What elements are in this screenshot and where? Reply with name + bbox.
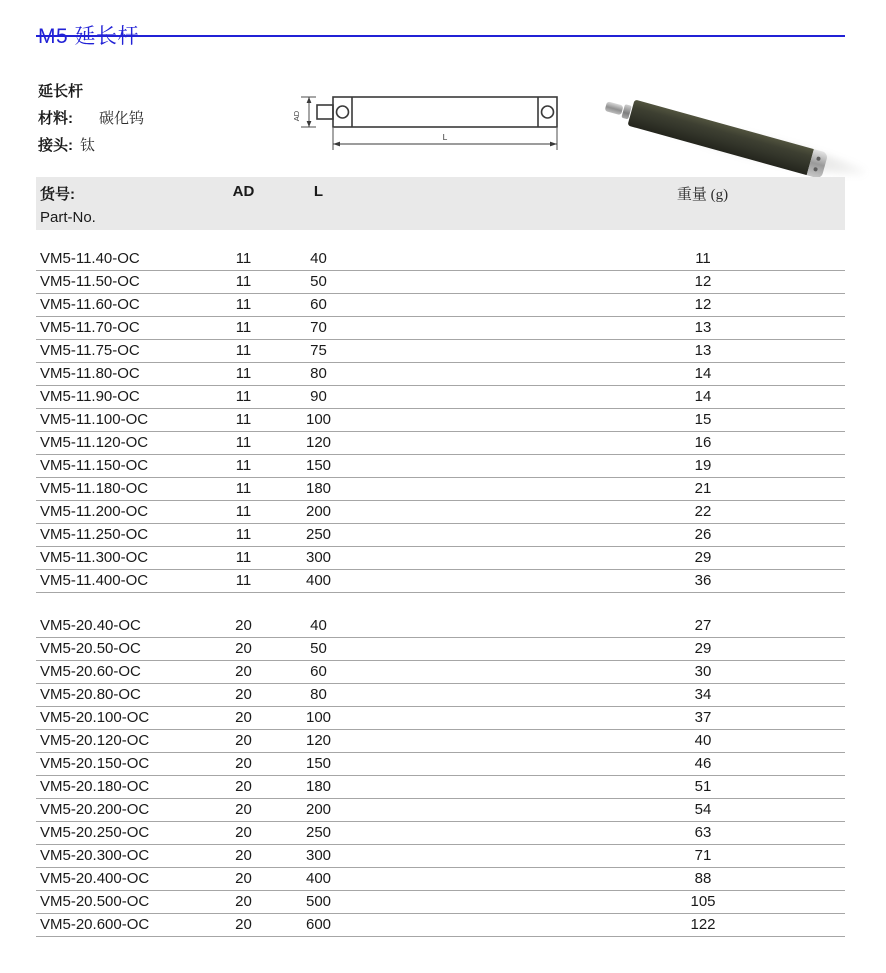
table-row [36,478,845,501]
table-row [36,363,845,386]
cell-l: 250 [281,524,356,547]
cell-ad: 11 [206,455,281,478]
cell-l: 70 [281,317,356,340]
cell-l: 60 [281,661,356,684]
table-row [36,271,845,294]
cell-weight: 29 [356,547,845,570]
cell-part_no: VM5-20.120-OC [36,730,206,753]
rod-body [627,99,813,175]
cell-ad: 20 [206,730,281,753]
rod-connector-stub [605,101,624,115]
cell-ad: 11 [206,271,281,294]
table-row [36,501,845,524]
cell-part_no: VM5-20.80-OC [36,684,206,707]
cell-part_no: VM5-11.120-OC [36,432,206,455]
cell-part_no: VM5-20.500-OC [36,891,206,914]
spec-material [38,109,144,129]
cell-part_no: VM5-20.200-OC [36,799,206,822]
spacer-row [36,593,845,616]
table-row [36,432,845,455]
cell-ad: 11 [206,409,281,432]
cell-part_no: VM5-20.400-OC [36,868,206,891]
page-title: M5 延长杆 [38,25,140,49]
table-row [36,914,845,937]
part-no-label-zh: 货号: [40,186,75,203]
cell-l: 250 [281,822,356,845]
cell-weight: 15 [356,409,845,432]
cell-ad: 20 [206,615,281,638]
spec-joint [38,136,144,156]
table-row [36,868,845,891]
cell-l: 40 [281,615,356,638]
cell-ad: 20 [206,776,281,799]
part-no-label-en: Part-No. [40,209,96,226]
cell-part_no: VM5-20.100-OC [36,707,206,730]
cell-l: 180 [281,776,356,799]
table-row [36,524,845,547]
cell-weight: 37 [356,707,845,730]
cell-l: 150 [281,753,356,776]
table-row [36,753,845,776]
cell-part_no: VM5-11.300-OC [36,547,206,570]
cell-part_no: VM5-20.300-OC [36,845,206,868]
cell-ad: 11 [206,501,281,524]
cell-ad: 11 [206,248,281,271]
cell-weight: 51 [356,776,845,799]
table-row [36,386,845,409]
cell-weight: 22 [356,501,845,524]
cell-l: 50 [281,638,356,661]
cell-l: 100 [281,409,356,432]
cell-weight: 105 [356,891,845,914]
table-row [36,570,845,593]
cell-part_no: VM5-11.90-OC [36,386,206,409]
cell-weight: 21 [356,478,845,501]
table-row [36,248,845,271]
table-row [36,294,845,317]
table-row [36,317,845,340]
cell-l: 75 [281,340,356,363]
cell-ad: 20 [206,638,281,661]
cell-weight: 14 [356,386,845,409]
column-header-part-no [36,177,206,230]
cell-l: 90 [281,386,356,409]
cell-weight: 88 [356,868,845,891]
cell-part_no: VM5-11.70-OC [36,317,206,340]
cell-l: 80 [281,363,356,386]
cell-ad: 11 [206,478,281,501]
cell-part_no: VM5-20.180-OC [36,776,206,799]
table-row [36,799,845,822]
cell-part_no: VM5-20.600-OC [36,914,206,937]
table-row [36,638,845,661]
cell-l: 40 [281,248,356,271]
cell-weight: 13 [356,317,845,340]
cell-ad: 11 [206,432,281,455]
cell-weight: 40 [356,730,845,753]
spec-joint-value: 钛 [80,138,96,154]
cell-l: 500 [281,891,356,914]
cell-l: 400 [281,868,356,891]
cell-part_no: VM5-11.150-OC [36,455,206,478]
table-row [36,684,845,707]
parts-table [36,177,845,937]
cell-ad: 20 [206,822,281,845]
table-row [36,661,845,684]
cell-part_no: VM5-11.75-OC [36,340,206,363]
product-photo [598,74,883,174]
cell-ad: 11 [206,294,281,317]
cell-l: 80 [281,684,356,707]
cell-part_no: VM5-11.50-OC [36,271,206,294]
cell-part_no: VM5-20.40-OC [36,615,206,638]
cell-ad: 11 [206,386,281,409]
cell-part_no: VM5-20.60-OC [36,661,206,684]
cell-weight: 54 [356,799,845,822]
cell-weight: 122 [356,914,845,937]
cell-ad: 11 [206,317,281,340]
cell-l: 50 [281,271,356,294]
cell-ad: 11 [206,570,281,593]
cell-ad: 11 [206,340,281,363]
cell-weight: 30 [356,661,845,684]
cell-l: 60 [281,294,356,317]
cell-part_no: VM5-11.200-OC [36,501,206,524]
table-row [36,409,845,432]
spacer-row [36,230,845,248]
title-underline [36,35,845,37]
cell-weight: 27 [356,615,845,638]
cell-part_no: VM5-11.250-OC [36,524,206,547]
cell-l: 300 [281,845,356,868]
product-name: 延长杆 [38,83,84,100]
column-header-l: L [281,177,356,230]
table-row [36,776,845,799]
cell-ad: 20 [206,661,281,684]
table-row [36,822,845,845]
cell-ad: 20 [206,845,281,868]
cell-weight: 71 [356,845,845,868]
cell-part_no: VM5-11.100-OC [36,409,206,432]
extension-rod-image [602,92,828,179]
cell-weight: 26 [356,524,845,547]
cell-l: 200 [281,501,356,524]
parts-table-body [36,230,845,937]
column-header-weight: 重量 (g) [356,177,845,230]
spec-material-label: 材料: [38,110,73,127]
table-row [36,615,845,638]
cell-ad: 11 [206,363,281,386]
cell-weight: 46 [356,753,845,776]
cell-part_no: VM5-11.60-OC [36,294,206,317]
table-row [36,455,845,478]
cell-l: 200 [281,799,356,822]
cell-part_no: VM5-20.50-OC [36,638,206,661]
cell-l: 120 [281,730,356,753]
cell-ad: 20 [206,799,281,822]
cell-part_no: VM5-11.80-OC [36,363,206,386]
cell-ad: 11 [206,524,281,547]
cell-ad: 11 [206,547,281,570]
cell-part_no: VM5-11.180-OC [36,478,206,501]
cell-weight: 19 [356,455,845,478]
table-row [36,891,845,914]
table-row [36,707,845,730]
cell-weight: 29 [356,638,845,661]
cell-weight: 34 [356,684,845,707]
cell-l: 100 [281,707,356,730]
cell-l: 400 [281,570,356,593]
table-row [36,845,845,868]
cell-l: 150 [281,455,356,478]
dim-ad-label: AD [292,110,301,122]
cell-part_no: VM5-11.40-OC [36,248,206,271]
column-header-ad: AD [206,177,281,230]
cell-weight: 12 [356,271,845,294]
parts-table-header [36,177,845,230]
cell-part_no: VM5-11.400-OC [36,570,206,593]
cell-weight: 12 [356,294,845,317]
cell-l: 300 [281,547,356,570]
cell-part_no: VM5-20.250-OC [36,822,206,845]
cell-l: 600 [281,914,356,937]
table-row [36,730,845,753]
cell-weight: 13 [356,340,845,363]
table-row [36,340,845,363]
cell-weight: 36 [356,570,845,593]
cell-l: 120 [281,432,356,455]
cell-ad: 20 [206,891,281,914]
spec-joint-label: 接头: [38,137,73,154]
cell-ad: 20 [206,753,281,776]
cell-ad: 20 [206,684,281,707]
cell-weight: 16 [356,432,845,455]
cell-ad: 20 [206,707,281,730]
cell-ad: 20 [206,868,281,891]
product-info [38,80,144,163]
cell-weight: 11 [356,248,845,271]
cell-ad: 20 [206,914,281,937]
dim-l-label: L [442,132,448,142]
spec-material-value: 碳化钨 [99,111,145,127]
cell-weight: 14 [356,363,845,386]
cell-l: 180 [281,478,356,501]
cell-part_no: VM5-20.150-OC [36,753,206,776]
cell-weight: 63 [356,822,845,845]
technical-drawing-icon [283,82,573,167]
table-row [36,547,845,570]
